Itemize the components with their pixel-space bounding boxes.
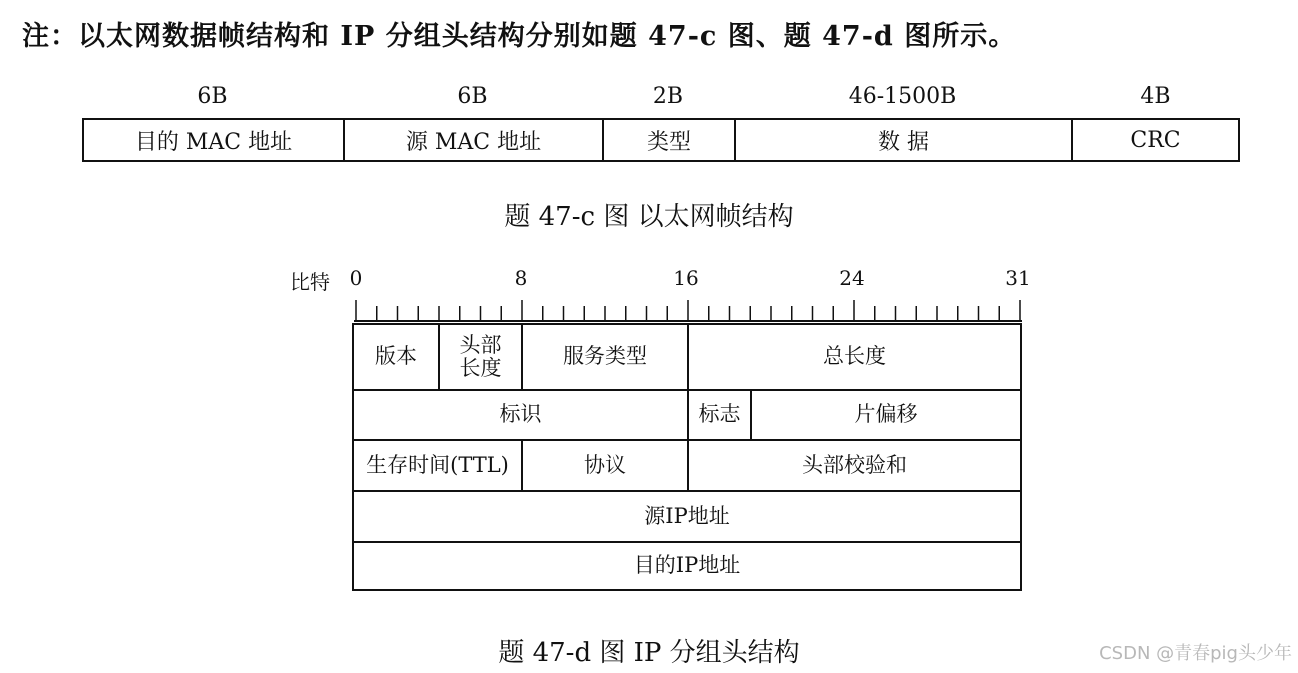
eth-size-data: 46-1500B [848,84,957,109]
bit-number-16: 16 [673,266,699,290]
ip-field-ttl: 生存时间(TTL) [354,441,523,490]
ruler-ticks [356,300,1020,321]
eth-size-crc: 4B [1140,84,1171,109]
ip-field-header-length: 头部 长度 [440,325,523,389]
ip-field-source-ip: 源IP地址 [644,503,730,528]
eth-field-src-mac: 源 MAC 地址 [345,120,604,160]
ip-field-header-checksum: 头部校验和 [802,452,907,477]
bit-number-8: 8 [514,266,528,290]
watermark-text: CSDN @青春pig头少年 [1099,643,1292,664]
bits-label: 比特 [290,270,330,294]
ip-field-version: 版本 [354,325,440,389]
bit-number-31: 31 [1005,266,1031,290]
eth-field-crc: CRC [1130,127,1181,153]
ip-field-flags: 标志 [689,391,752,439]
ip-row-1 [354,325,1020,391]
bit-number-0: 0 [349,266,363,290]
eth-size-src-mac: 6B [457,84,488,109]
eth-size-dest-mac: 6B [197,84,228,109]
bit-number-24: 24 [839,266,865,290]
eth-field-dest-mac: 目的 MAC 地址 [84,120,345,160]
eth-size-type: 2B [652,84,684,109]
ip-field-dest-ip: 目的IP地址 [633,553,741,578]
ip-row-4 [354,492,1020,543]
ip-field-total-length: 总长度 [823,344,886,369]
ip-row-3 [354,441,1020,492]
note-text: 注：以太网数据帧结构和 IP 分组头结构分别如题 47-c 图、题 47-d 图所示。 [22,21,1017,52]
ip-field-fragment-offset: 片偏移 [854,402,918,427]
ip-field-protocol: 协议 [523,441,689,490]
ip-field-service-type: 服务类型 [523,325,689,389]
ip-row-5 [354,543,1020,589]
ip-header-caption: 题 47-d 图 IP 分组头结构 [498,638,800,668]
eth-field-data: 数 据 [736,120,1073,160]
ip-field-identification: 标识 [354,391,689,439]
ethernet-caption: 题 47-c 图 以太网帧结构 [504,202,794,232]
ip-row-2 [354,391,1020,441]
ip-header-table [352,323,1022,591]
eth-field-type: 类型 [604,120,736,160]
